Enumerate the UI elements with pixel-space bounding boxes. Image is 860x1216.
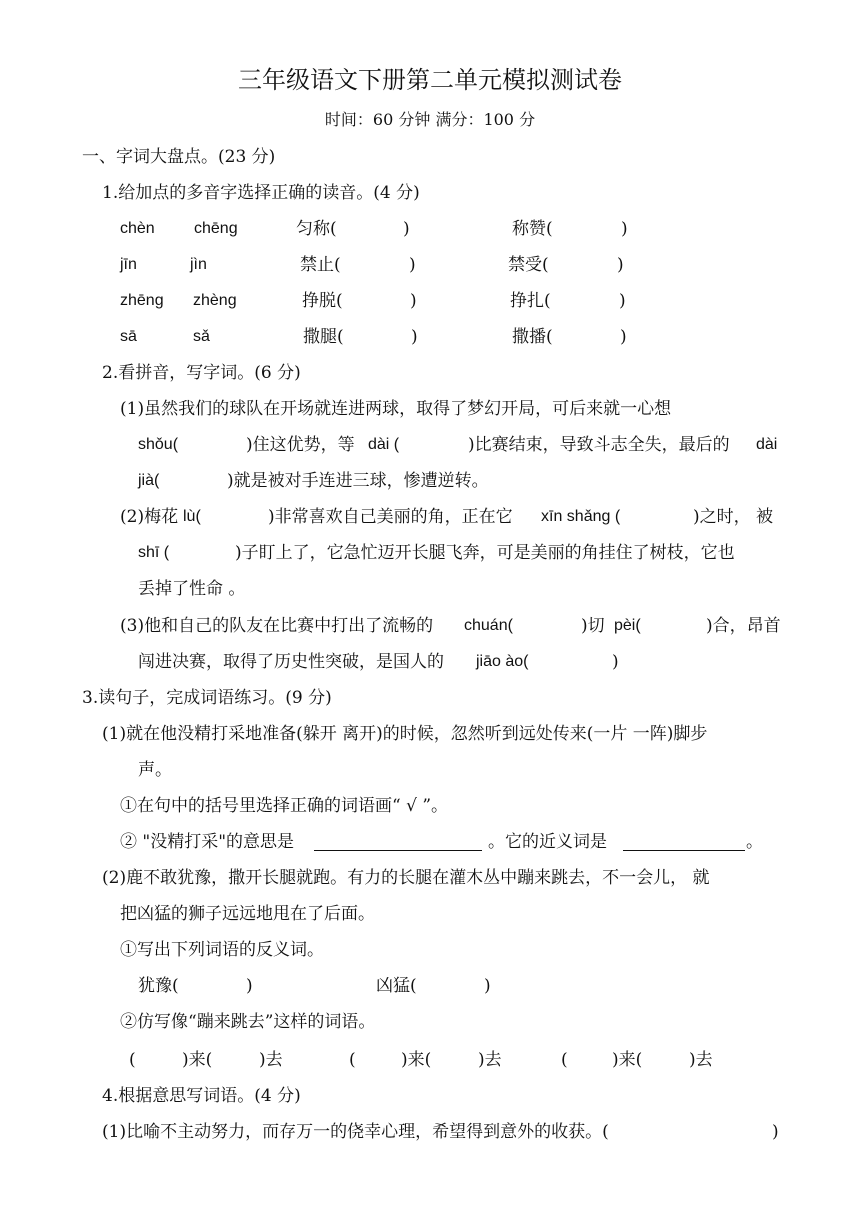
pinyin-prompt: chuán( xyxy=(464,617,513,634)
pinyin-prompt: lù( xyxy=(183,508,201,525)
section-1-heading: 一、字词大盘点。(23 分) xyxy=(82,147,276,167)
pinyin-prompt: shī ( xyxy=(138,544,170,561)
answer-blank-close: ) xyxy=(410,291,417,311)
instruction-line: ②仿写像“蹦来跳去”这样的词语。 xyxy=(120,1012,376,1032)
instruction-line: ①在句中的括号里选择正确的词语画“ √ ”。 xyxy=(120,796,449,816)
question-1-prompt: 1.给加点的多音字选择正确的读音。(4 分) xyxy=(102,183,420,203)
pinyin-prompt: jiāo ào( xyxy=(476,653,529,670)
sentence-text: )之时， 被 xyxy=(693,507,774,527)
sentence-line: (1)就在他没精打采地准备(躲开 离开)的时候，忽然听到远处传来(一片 一阵)脚步 xyxy=(102,724,708,744)
answer-blank-close: ) xyxy=(621,219,628,239)
answer-blank-close: ) xyxy=(772,1122,779,1142)
pinyin-prompt: jià( xyxy=(138,472,160,489)
pinyin-option: sā xyxy=(120,328,137,345)
answer-blank-close: ) xyxy=(617,255,624,275)
answer-underline[interactable] xyxy=(623,834,745,851)
instruction-text: ② "没精打采"的意思是 xyxy=(120,832,295,852)
word-part: )来( xyxy=(612,1050,643,1070)
answer-blank-close: ) xyxy=(619,291,626,311)
word-item: 撒腿( xyxy=(303,327,344,347)
instruction-line: ①写出下列词语的反义词。 xyxy=(120,940,324,960)
question-4-prompt: 4.根据意思写词语。(4 分) xyxy=(102,1086,301,1106)
answer-blank-close: ) xyxy=(409,255,416,275)
answer-blank-close: ) xyxy=(411,327,418,347)
sentence-text: )就是被对手连进三球，惨遭逆转。 xyxy=(227,471,489,491)
sentence-line: 丢掉了性命 。 xyxy=(138,579,246,599)
sentence-text: ) xyxy=(612,652,619,672)
word-item: 禁止( xyxy=(300,255,341,275)
word-part: )来( xyxy=(401,1050,432,1070)
word-part: )去 xyxy=(689,1050,713,1070)
word-item: 挣脱( xyxy=(302,291,343,311)
pinyin-option: zhēng xyxy=(120,292,164,309)
sentence-line: (2)鹿不敢犹豫，撒开长腿就跑。有力的长腿在灌木丛中蹦来跳去，不一会儿， 就 xyxy=(102,868,710,888)
sentence-line: (1)虽然我们的球队在开场就连进两球，取得了梦幻开局，可后来就一心想 xyxy=(120,399,672,419)
pinyin-option: jīn xyxy=(120,256,137,273)
exam-info: 时间：60 分钟 满分：100 分 xyxy=(324,110,536,129)
sentence-line: 把凶猛的狮子远远地甩在了后面。 xyxy=(120,904,375,924)
pinyin-option: sǎ xyxy=(193,328,210,345)
pinyin-prompt: dài ( xyxy=(368,436,400,453)
sentence-text: )合，昂首 xyxy=(706,616,781,636)
instruction-text: 。它的近义词是 xyxy=(488,832,607,852)
sentence-text: )切 xyxy=(581,616,605,636)
answer-blank-close: ) xyxy=(620,327,627,347)
word-item: 禁受( xyxy=(508,255,549,275)
blank-open: ( xyxy=(349,1050,356,1070)
pinyin-option: chèn xyxy=(120,220,155,237)
word-item: 犹豫( xyxy=(138,976,179,996)
pinyin-option: jìn xyxy=(190,256,207,273)
page-title: 三年级语文下册第二单元模拟测试卷 xyxy=(238,66,622,94)
answer-blank-close: ) xyxy=(484,976,491,996)
question-2-prompt: 2.看拼音，写字词。(6 分) xyxy=(102,363,301,383)
blank-open: ( xyxy=(561,1050,568,1070)
blank-open: ( xyxy=(129,1050,136,1070)
sentence-text: )比赛结束，导致斗志全失，最后的 xyxy=(468,435,730,455)
pinyin-prompt: shǒu( xyxy=(138,436,179,453)
sentence-text: )子盯上了，它急忙迈开长腿飞奔，可是美丽的角挂住了树枝，它也 xyxy=(235,543,735,563)
question-3-prompt: 3.读句子，完成词语练习。(9 分) xyxy=(82,688,332,708)
word-part: )去 xyxy=(259,1050,283,1070)
pinyin-option: chēng xyxy=(194,220,238,237)
answer-underline[interactable] xyxy=(314,834,482,851)
sentence-text: 闯进决赛，取得了历史性突破，是国人的 xyxy=(138,652,444,672)
word-item: 挣扎( xyxy=(510,291,551,311)
instruction-text: 。 xyxy=(746,832,763,852)
word-item: 撒播( xyxy=(512,327,553,347)
sentence-text: (3)他和自己的队友在比赛中打出了流畅的 xyxy=(120,616,434,636)
word-part: )去 xyxy=(478,1050,502,1070)
answer-blank-close: ) xyxy=(403,219,410,239)
sentence-text: )住这优势，等 xyxy=(246,435,355,455)
pinyin-prompt: xīn shǎng ( xyxy=(541,508,621,525)
word-item: 凶猛( xyxy=(376,976,417,996)
pinyin-prompt: pèi( xyxy=(614,617,641,634)
word-item: 称赞( xyxy=(512,219,553,239)
answer-blank-close: ) xyxy=(246,976,253,996)
word-item: 匀称( xyxy=(296,219,337,239)
sentence-line: 声。 xyxy=(138,760,172,780)
word-part: )来( xyxy=(182,1050,213,1070)
pinyin-option: zhèng xyxy=(193,292,237,309)
sentence-text: (2)梅花 xyxy=(120,507,179,527)
sentence-text: (1)比喻不主动努力，而存万一的侥幸心理，希望得到意外的收获。( xyxy=(102,1122,609,1142)
pinyin-prompt: dài xyxy=(756,436,778,453)
sentence-text: )非常喜欢自己美丽的角，正在它 xyxy=(268,507,513,527)
